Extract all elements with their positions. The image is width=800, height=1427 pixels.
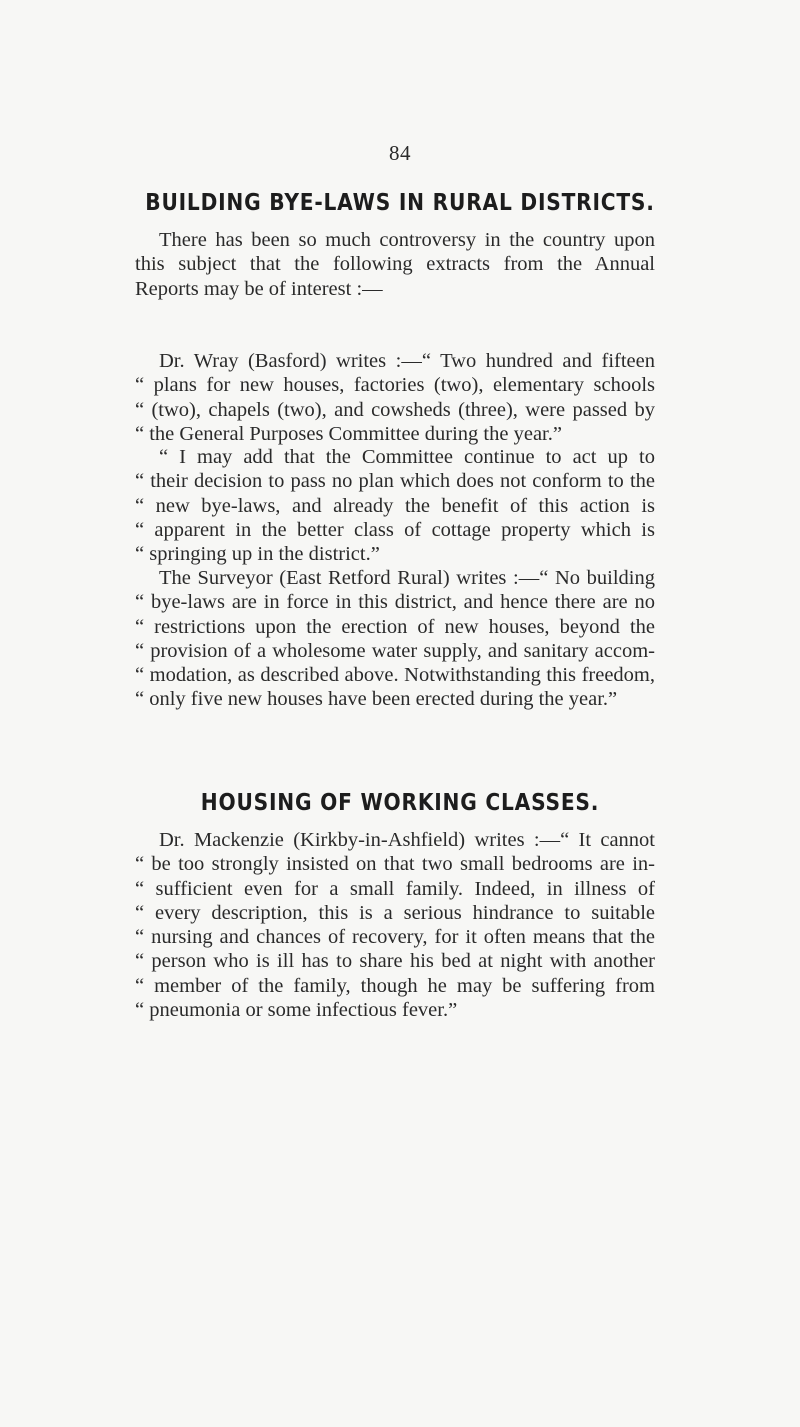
text-line: “ nursing and chances of recovery, for it often means that the — [135, 926, 655, 949]
text-line: “ (two), chapels (two), and cowsheds (three), were passed by — [135, 398, 655, 421]
text-line: “ pneumonia or some infectious fever.” — [135, 999, 458, 1022]
paragraph-surveyor-east-retford — [135, 566, 655, 712]
text-line: “ bye-laws are in force in this district, and hence there are no — [135, 591, 655, 614]
text-line: “ member of the family, though he may be suffering from — [135, 974, 655, 997]
text-line: The Surveyor (East Retford Rural) writes :—“ No building — [159, 567, 655, 589]
paragraph-committee-continue — [135, 445, 655, 566]
text-line: Dr. Wray (Basford) writes :—“ Two hundred and fifteen — [159, 350, 655, 372]
text-line: “ be too strongly insisted on that two small bedrooms are in- — [135, 853, 655, 876]
text-line: Reports may be of interest :— — [135, 277, 383, 300]
paragraph-wray-basford — [135, 349, 655, 446]
page-number: 84 — [389, 141, 411, 165]
text-line: “ sufficient even for a small family. Indeed, in illness of — [135, 877, 655, 900]
section-heading-housing-working-classes: HOUSING OF WORKING CLASSES. — [200, 788, 600, 816]
paragraph-intro — [135, 228, 655, 301]
text-line: “ restrictions upon the erection of new houses, beyond the — [135, 615, 655, 638]
text-line: “ provision of a wholesome water supply, and sanitary accom- — [135, 639, 655, 662]
text-line: “ I may add that the Committee continue to act up to — [159, 446, 655, 468]
text-line: “ the General Purposes Committee during the year.” — [135, 422, 562, 445]
section-heading-building-bye-laws: BUILDING BYE-LAWS IN RURAL DISTRICTS. — [145, 188, 655, 216]
text-line: “ modation, as described above. Notwithstanding this freedom, — [135, 664, 655, 687]
paragraph-mackenzie-kirkby — [135, 828, 655, 1022]
text-line: “ every description, this is a serious hindrance to suitable — [135, 901, 655, 924]
text-line: “ their decision to pass no plan which does not conform to the — [135, 470, 655, 493]
text-line: “ springing up in the district.” — [135, 543, 380, 566]
text-line: “ new bye-laws, and already the benefit of this action is — [135, 494, 655, 517]
text-line: “ only five new houses have been erected during the year.” — [135, 688, 618, 711]
text-line: this subject that the following extracts from the Annual — [135, 253, 655, 276]
text-line: “ apparent in the better class of cottage property which is — [135, 518, 655, 541]
text-line: “ plans for new houses, factories (two), elementary schools — [135, 374, 655, 397]
text-line: Dr. Mackenzie (Kirkby-in-Ashfield) writes :—“ It cannot — [159, 829, 655, 851]
text-line: “ person who is ill has to share his bed at night with another — [135, 950, 655, 973]
text-line: There has been so much controversy in the country upon — [159, 229, 655, 251]
